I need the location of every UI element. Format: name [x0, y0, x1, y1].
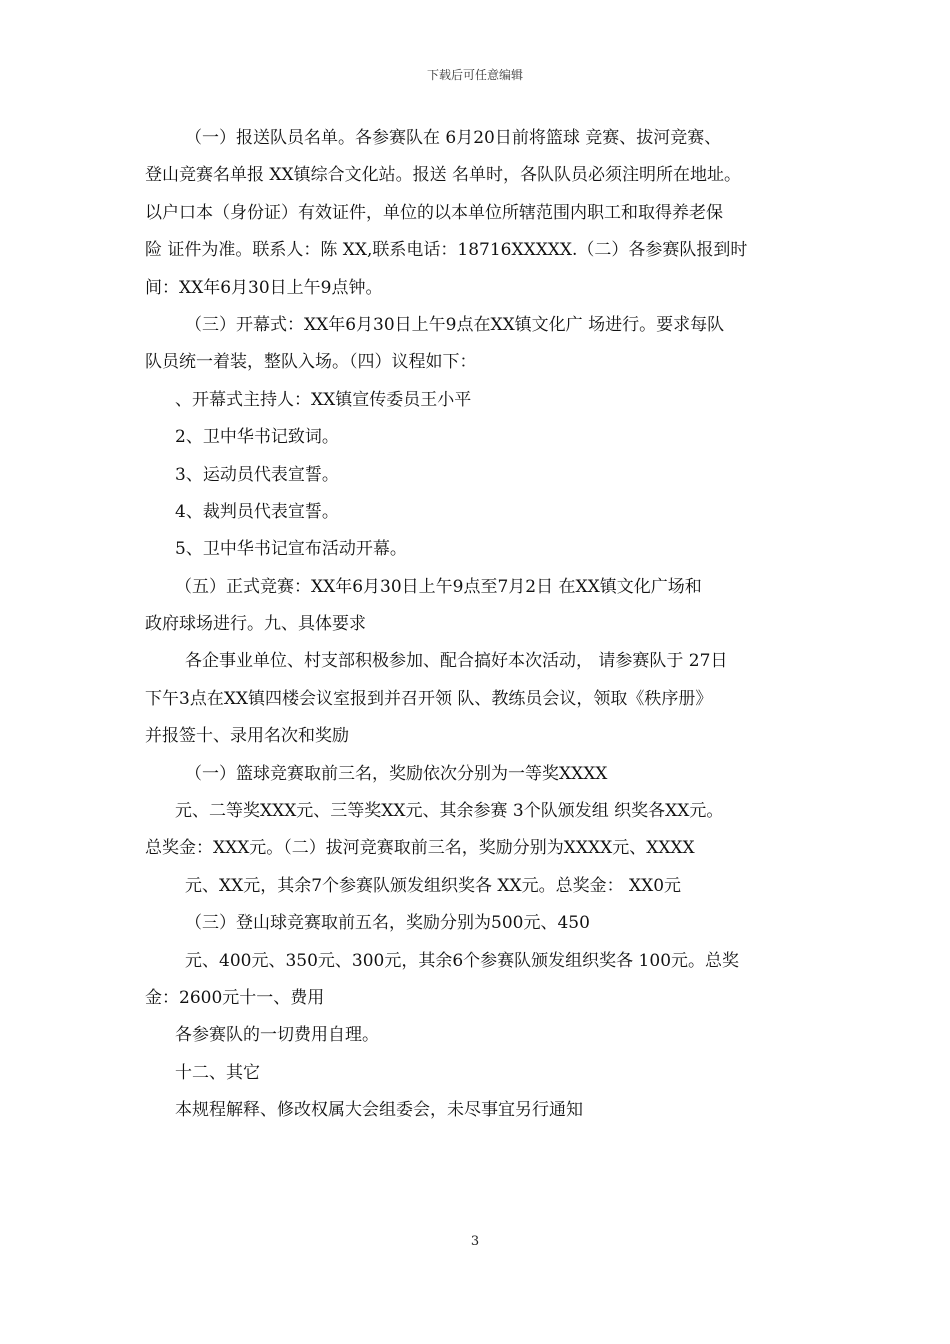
text-line: 3、运动员代表宣誓。 [175, 464, 339, 485]
text-line: 各参赛队的一切费用自理。 [175, 1025, 379, 1046]
text-line: 5、卫中华书记宣布活动开幕。 [175, 539, 407, 560]
text-line: 金：2600元十一、费用 [145, 987, 325, 1008]
text-line: 、开幕式主持人：XX镇宣传委员王小平 [175, 389, 472, 410]
text-line: 4、裁判员代表宣誓。 [175, 501, 339, 522]
text-line: 间：XX年6月30日上午9点钟。 [145, 277, 383, 298]
text-line: （五）正式竞赛：XX年6月30日上午9点至7月2日 在XX镇文化广场和 [175, 576, 702, 597]
text-line: （一）报送队员名单。各参赛队在 6月20日前将篮球 竞赛、拔河竞赛、 [185, 128, 722, 148]
text-line: 元、XX元，其余7个参赛队颁发组织奖各 XX元。总奖金： XX0元 [185, 875, 682, 896]
text-line: 政府球场进行。九、具体要求 [145, 614, 366, 635]
text-line: 下午3点在XX镇四楼会议室报到并召开领 队、教练员会议，领取《秩序册》 [145, 688, 713, 709]
text-line: 以户口本（身份证）有效证件，单位的以本单位所辖范围内职工和取得养老保 [145, 202, 723, 223]
text-line: 登山竞赛名单报 XX镇综合文化站。报送 名单时，各队队员必须注明所在地址。 [145, 165, 742, 186]
text-line: 险 证件为准。联系人：陈 XX,联系电话：18716XXXXX.（二）各参赛队报到时 [145, 240, 748, 261]
document-body [145, 120, 810, 1130]
text-line: 总奖金：XXX元。（二）拔河竞赛取前三名，奖励分别为XXXX元、XXXX [145, 838, 695, 859]
text-line: 并报签十、录用名次和奖励 [145, 726, 349, 747]
text-line: 各企事业单位、村支部积极参加、配合搞好本次活动， 请参赛队于 27日 [185, 651, 728, 672]
page-number: 3 [470, 1234, 480, 1249]
text-line: （一）篮球竞赛取前三名，奖励依次分别为一等奖XXXX [185, 763, 608, 784]
text-line: 队员统一着装，整队入场。（四）议程如下： [145, 352, 477, 373]
text-line: 2、卫中华书记致词。 [175, 427, 339, 448]
page-header: 下载后可任意编辑 [426, 68, 523, 82]
text-line: （三）登山球竞赛取前五名，奖励分别为500元、450 [185, 913, 590, 934]
text-line: 本规程解释、修改权属大会组委会，未尽事宜另行通知 [175, 1100, 583, 1121]
text-line: （三）开幕式：XX年6月30日上午9点在XX镇文化广 场进行。要求每队 [185, 314, 725, 335]
text-line: 元、400元、350元、300元，其余6个参赛队颁发组织奖各 100元。总奖 [185, 950, 740, 971]
text-line: 元、二等奖XXX元、三等奖XX元、其余参赛 3个队颁发组 织奖各XX元。 [175, 801, 724, 822]
text-line: 十二、其它 [175, 1062, 260, 1083]
